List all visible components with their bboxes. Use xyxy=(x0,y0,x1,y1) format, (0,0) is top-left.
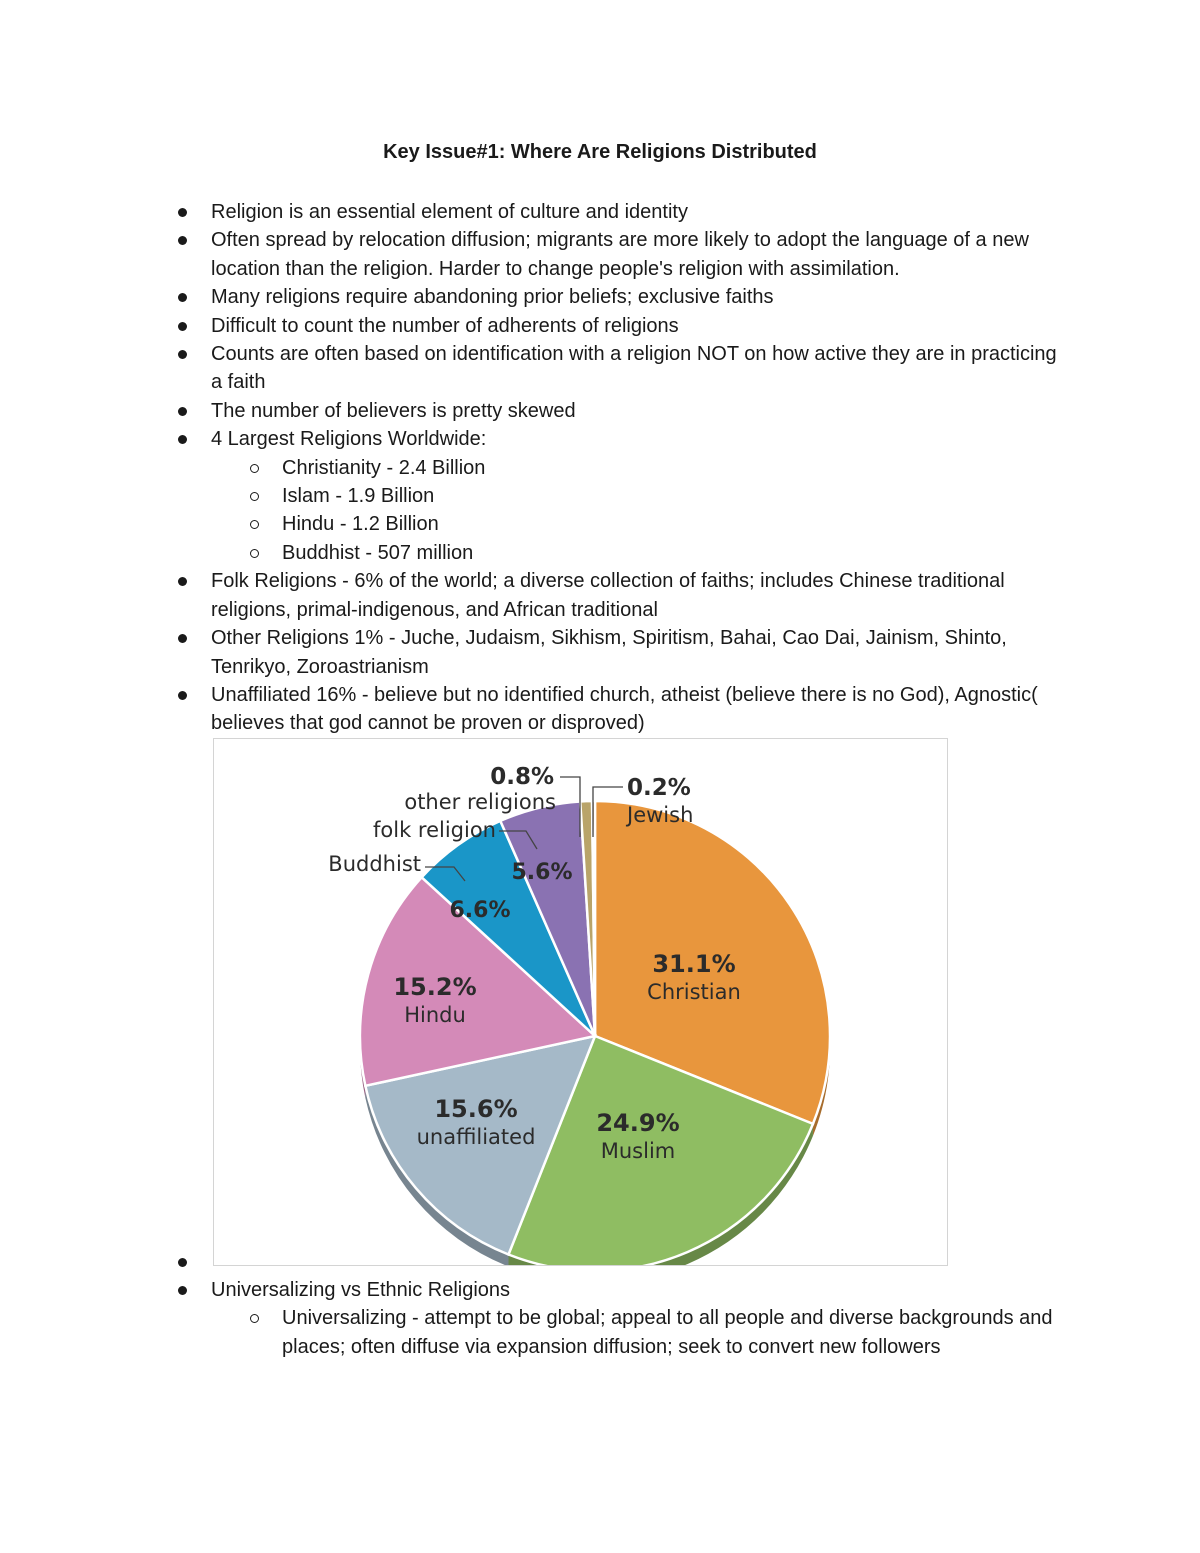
list-item-text: Difficult to count the number of adherents of religions xyxy=(211,314,679,337)
list-item-text: Buddhist - 507 million xyxy=(282,541,474,564)
circle-bullet-icon xyxy=(250,549,259,558)
bullet-icon xyxy=(178,577,187,586)
list-item-text: Often spread by relocation diffusion; migrants are more likely to adopt the language of a new location than the religion. Harder to change people's religion with assimilation. xyxy=(211,229,1029,280)
data-label-name: Hindu xyxy=(404,1003,466,1027)
bullet-icon xyxy=(178,691,187,700)
circle-bullet-icon xyxy=(250,464,259,473)
data-label-name: Jewish xyxy=(627,803,694,827)
list-item xyxy=(0,425,1200,453)
list-item xyxy=(0,681,1200,738)
sub-list-item xyxy=(0,1304,1200,1361)
data-label-name: Christian xyxy=(647,980,741,1004)
data-label-value: 5.6% xyxy=(511,860,573,885)
data-label-name: Muslim xyxy=(600,1139,676,1163)
list-item-text: Folk Religions - 6% of the world; a diverse collection of faiths; includes Chinese traditional religions, primal-indigenous, and African traditional xyxy=(211,570,1005,621)
list-item-text: Universalizing - attempt to be global; appeal to all people and diverse backgrounds and places; often diffuse via expansion diffusion; seek to convert new followers xyxy=(282,1307,1053,1358)
bullet-icon xyxy=(178,236,187,245)
list-item-text: Other Religions 1% - Juche, Judaism, Sikhism, Spiritism, Bahai, Cao Dai, Jainism, Shinto, Tenrikyo, Zoroastrianism xyxy=(211,627,1007,678)
data-label-name: other religions xyxy=(404,790,556,814)
sub-list-item xyxy=(0,454,1200,482)
data-label-value: 24.9% xyxy=(596,1109,680,1137)
list-item xyxy=(0,567,1200,624)
list-item-text: Unaffiliated 16% - believe but no identified church, atheist (believe there is no God), Agnostic( believes that god cannot be proven or disproved) xyxy=(211,683,1038,735)
bullet-icon xyxy=(178,293,187,302)
list-item-text: 4 Largest Religions Worldwide: xyxy=(211,428,487,451)
circle-bullet-icon xyxy=(250,520,259,529)
list-item xyxy=(0,397,1200,425)
bullet-icon xyxy=(178,1286,187,1295)
circle-bullet-icon xyxy=(250,492,259,501)
bullet-icon xyxy=(178,208,187,217)
religion-pie-chart xyxy=(213,738,948,1266)
data-label-value: 6.6% xyxy=(449,898,511,923)
data-label-value: 15.6% xyxy=(434,1095,518,1123)
sub-list-item xyxy=(0,539,1200,567)
list-item-text: Christianity - 2.4 Billion xyxy=(282,456,486,479)
list-item xyxy=(0,340,1200,397)
list-item-text: Religion is an essential element of culture and identity xyxy=(211,201,688,223)
list-item-text: Counts are often based on identification with a religion NOT on how active they are in practicing a faith xyxy=(211,343,1057,394)
pie-chart-svg xyxy=(214,739,947,1265)
data-label-name: folk religion xyxy=(373,818,496,842)
sub-list-item xyxy=(0,482,1200,510)
page-title: Key Issue#1: Where Are Religions Distributed xyxy=(383,141,817,163)
bullet-list-top xyxy=(0,198,1200,738)
data-label-value: 0.2% xyxy=(627,775,691,801)
list-item-text: Universalizing vs Ethnic Religions xyxy=(211,1279,511,1301)
list-item xyxy=(0,226,1200,283)
list-item-text: Islam - 1.9 Billion xyxy=(282,485,435,508)
list-item-text: Many religions require abandoning prior beliefs; exclusive faiths xyxy=(211,286,774,309)
list-item-text: Hindu - 1.2 Billion xyxy=(282,513,439,536)
list-item xyxy=(0,312,1200,340)
bullet-icon xyxy=(178,634,187,643)
bullet-list-bottom xyxy=(0,1276,1200,1361)
data-label-name: Buddhist xyxy=(328,852,421,876)
bullet-icon xyxy=(178,407,187,416)
bullet-icon xyxy=(178,322,187,331)
data-label-value: 31.1% xyxy=(652,950,736,978)
bullet-icon xyxy=(178,1258,187,1267)
data-label-value: 0.8% xyxy=(490,764,554,790)
list-item xyxy=(0,283,1200,311)
list-item xyxy=(0,624,1200,681)
bullet-icon xyxy=(178,435,187,444)
list-item xyxy=(0,1276,1200,1304)
bullet-icon xyxy=(178,350,187,359)
list-item xyxy=(0,198,1200,226)
data-label-name: unaffiliated xyxy=(416,1125,536,1149)
data-label-value: 15.2% xyxy=(393,973,477,1001)
list-item-text: The number of believers is pretty skewed xyxy=(211,399,576,422)
sub-list-item xyxy=(0,510,1200,538)
circle-bullet-icon xyxy=(250,1314,259,1323)
